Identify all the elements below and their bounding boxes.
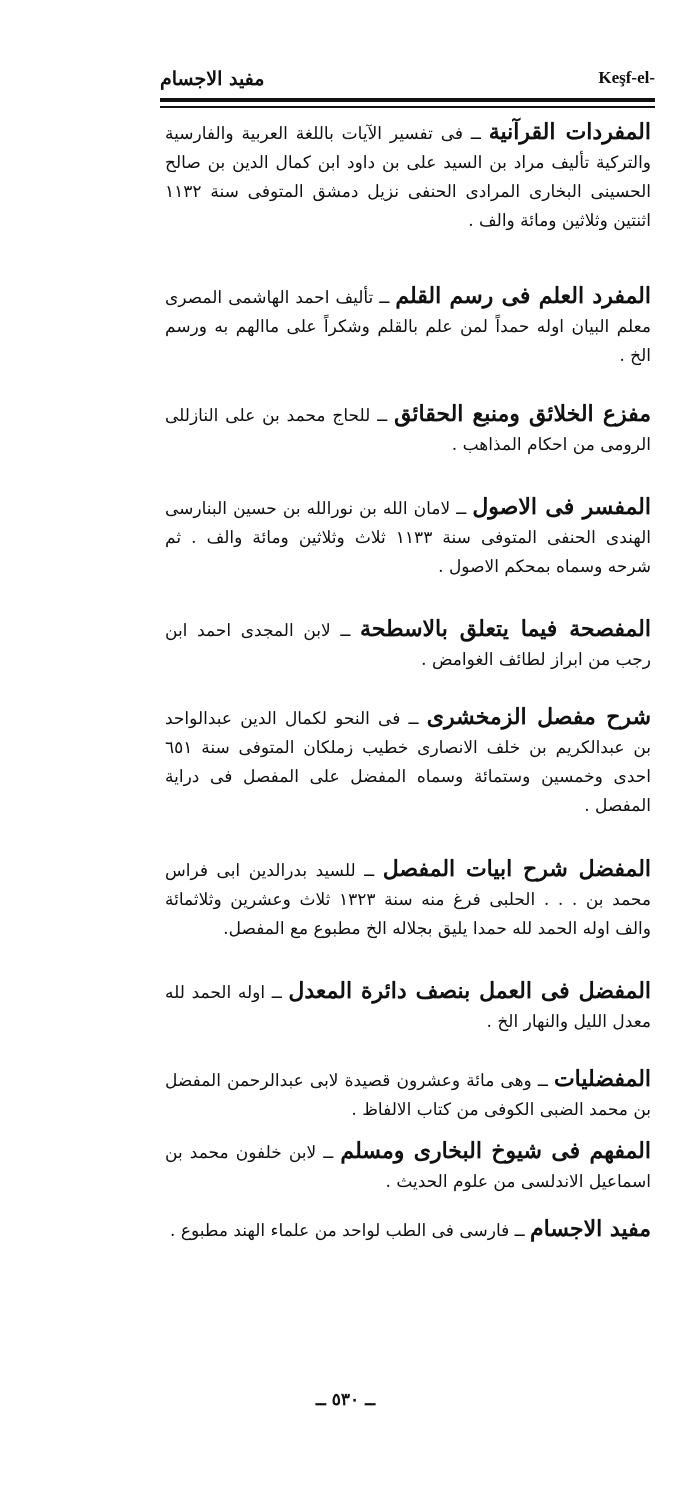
entry-text: ــ تأليف احمد الهاشمى المصرى معلم البيان اوله حمداً لمن علم بالقلم وشكراً على ماالهم به ورسم الخ .: [165, 288, 651, 366]
entry-text: ــ وهى مائة وعشرون قصيدة لابى عبدالرحمن المفضل بن محمد الضبى الكوفى من كتاب الالفاظ .: [165, 1071, 651, 1120]
entry-heading: المفضل فى العمل بنصف دائرة المعدل: [288, 978, 652, 1004]
entry: [165, 1215, 651, 1315]
entry-list: [165, 118, 651, 1315]
running-title: مفيد الاجسام: [160, 68, 265, 90]
entry-heading: المفرد العلم فى رسم القلم: [395, 283, 651, 309]
entry: [165, 282, 651, 400]
entry: [165, 493, 651, 615]
page-number: ــ ٥٣٠ ــ: [315, 1390, 376, 1410]
header-rule-thin: [160, 106, 655, 108]
entry: [165, 118, 651, 282]
header-rule-thick: [160, 98, 655, 102]
entry-heading: شرح مفصل الزمخشرى: [426, 704, 651, 730]
entry: [165, 615, 651, 703]
entry-text: ــ اوله الحمد لله معدل الليل والنهار الخ .: [165, 983, 651, 1032]
entry: [165, 703, 651, 855]
book-abbreviation: Keşf-el-: [598, 68, 655, 87]
entry-heading: المفردات القرآنية: [488, 119, 651, 145]
entry: [165, 977, 651, 1065]
entry-heading: المفضل شرح ابيات المفصل: [382, 856, 652, 882]
entry-heading: المفهم فى شيوخ البخارى ومسلم: [340, 1138, 651, 1164]
entry-text: ــ فى تفسير الآيات باللغة العربية والفارسية والتركية تأليف مراد بن السيد على بن داود ابن كمال الدين بن صالح الحسينى البخارى المرادى الحنفى نزيل دمشق المتوفى سنة ١١٣٢ اثنتين وثلاثين ومائة والف .: [165, 124, 651, 231]
entry-text: ــ لابن المجدى احمد ابن رجب من ابراز لطائف الغوامض .: [165, 621, 651, 670]
entry-text: ــ للحاج محمد بن على النازللى الرومى من احكام المذاهب .: [165, 406, 651, 455]
entry-text: ــ لابن خلفون محمد بن اسماعيل الاندلسى من علوم الحديث .: [165, 1143, 651, 1192]
entry-heading: مفيد الاجسام: [530, 1216, 651, 1242]
entry-heading: المفضليات: [553, 1066, 652, 1092]
entry-text: ــ لامان الله بن نورالله بن حسين البنارسى الهندى الحنفى المتوفى سنة ١١٣٣ ثلاث وثلاثين ومائة والف . ثم شرحه وسماه بمحكم الاصول .: [165, 499, 651, 577]
entry-text: ــ فى النحو لكمال الدين عبدالواحد بن عبدالكريم بن خلف الانصارى خطيب زملكان المتوفى سنة ٦٥١ احدى وخمسين وستمائة وسماه المفضل على المفصل فى دراية المفصل .: [165, 709, 651, 816]
entry: [165, 400, 651, 493]
entry: [165, 1065, 651, 1137]
entry-text: ــ للسيد بدرالدين ابى فراس محمد بن . . . الحلبى فرغ منه سنة ١٣٢٣ ثلاث وعشرين وثلاثمائة والف اوله الحمد لله حمدا يليق بجلاله الخ مطبوع مع المفصل.: [165, 861, 651, 939]
entry-heading: مفزع الخلائق ومنبع الحقائق: [394, 401, 651, 427]
entry: [165, 855, 651, 977]
entry-text: ــ فارسى فى الطب لواحد من علماء الهند مطبوع .: [170, 1221, 525, 1241]
entry-heading: المفسر فى الاصول: [472, 494, 651, 520]
entry-heading: المفصحة فيما يتعلق بالاسطحة: [360, 616, 651, 642]
entry: [165, 1137, 651, 1215]
